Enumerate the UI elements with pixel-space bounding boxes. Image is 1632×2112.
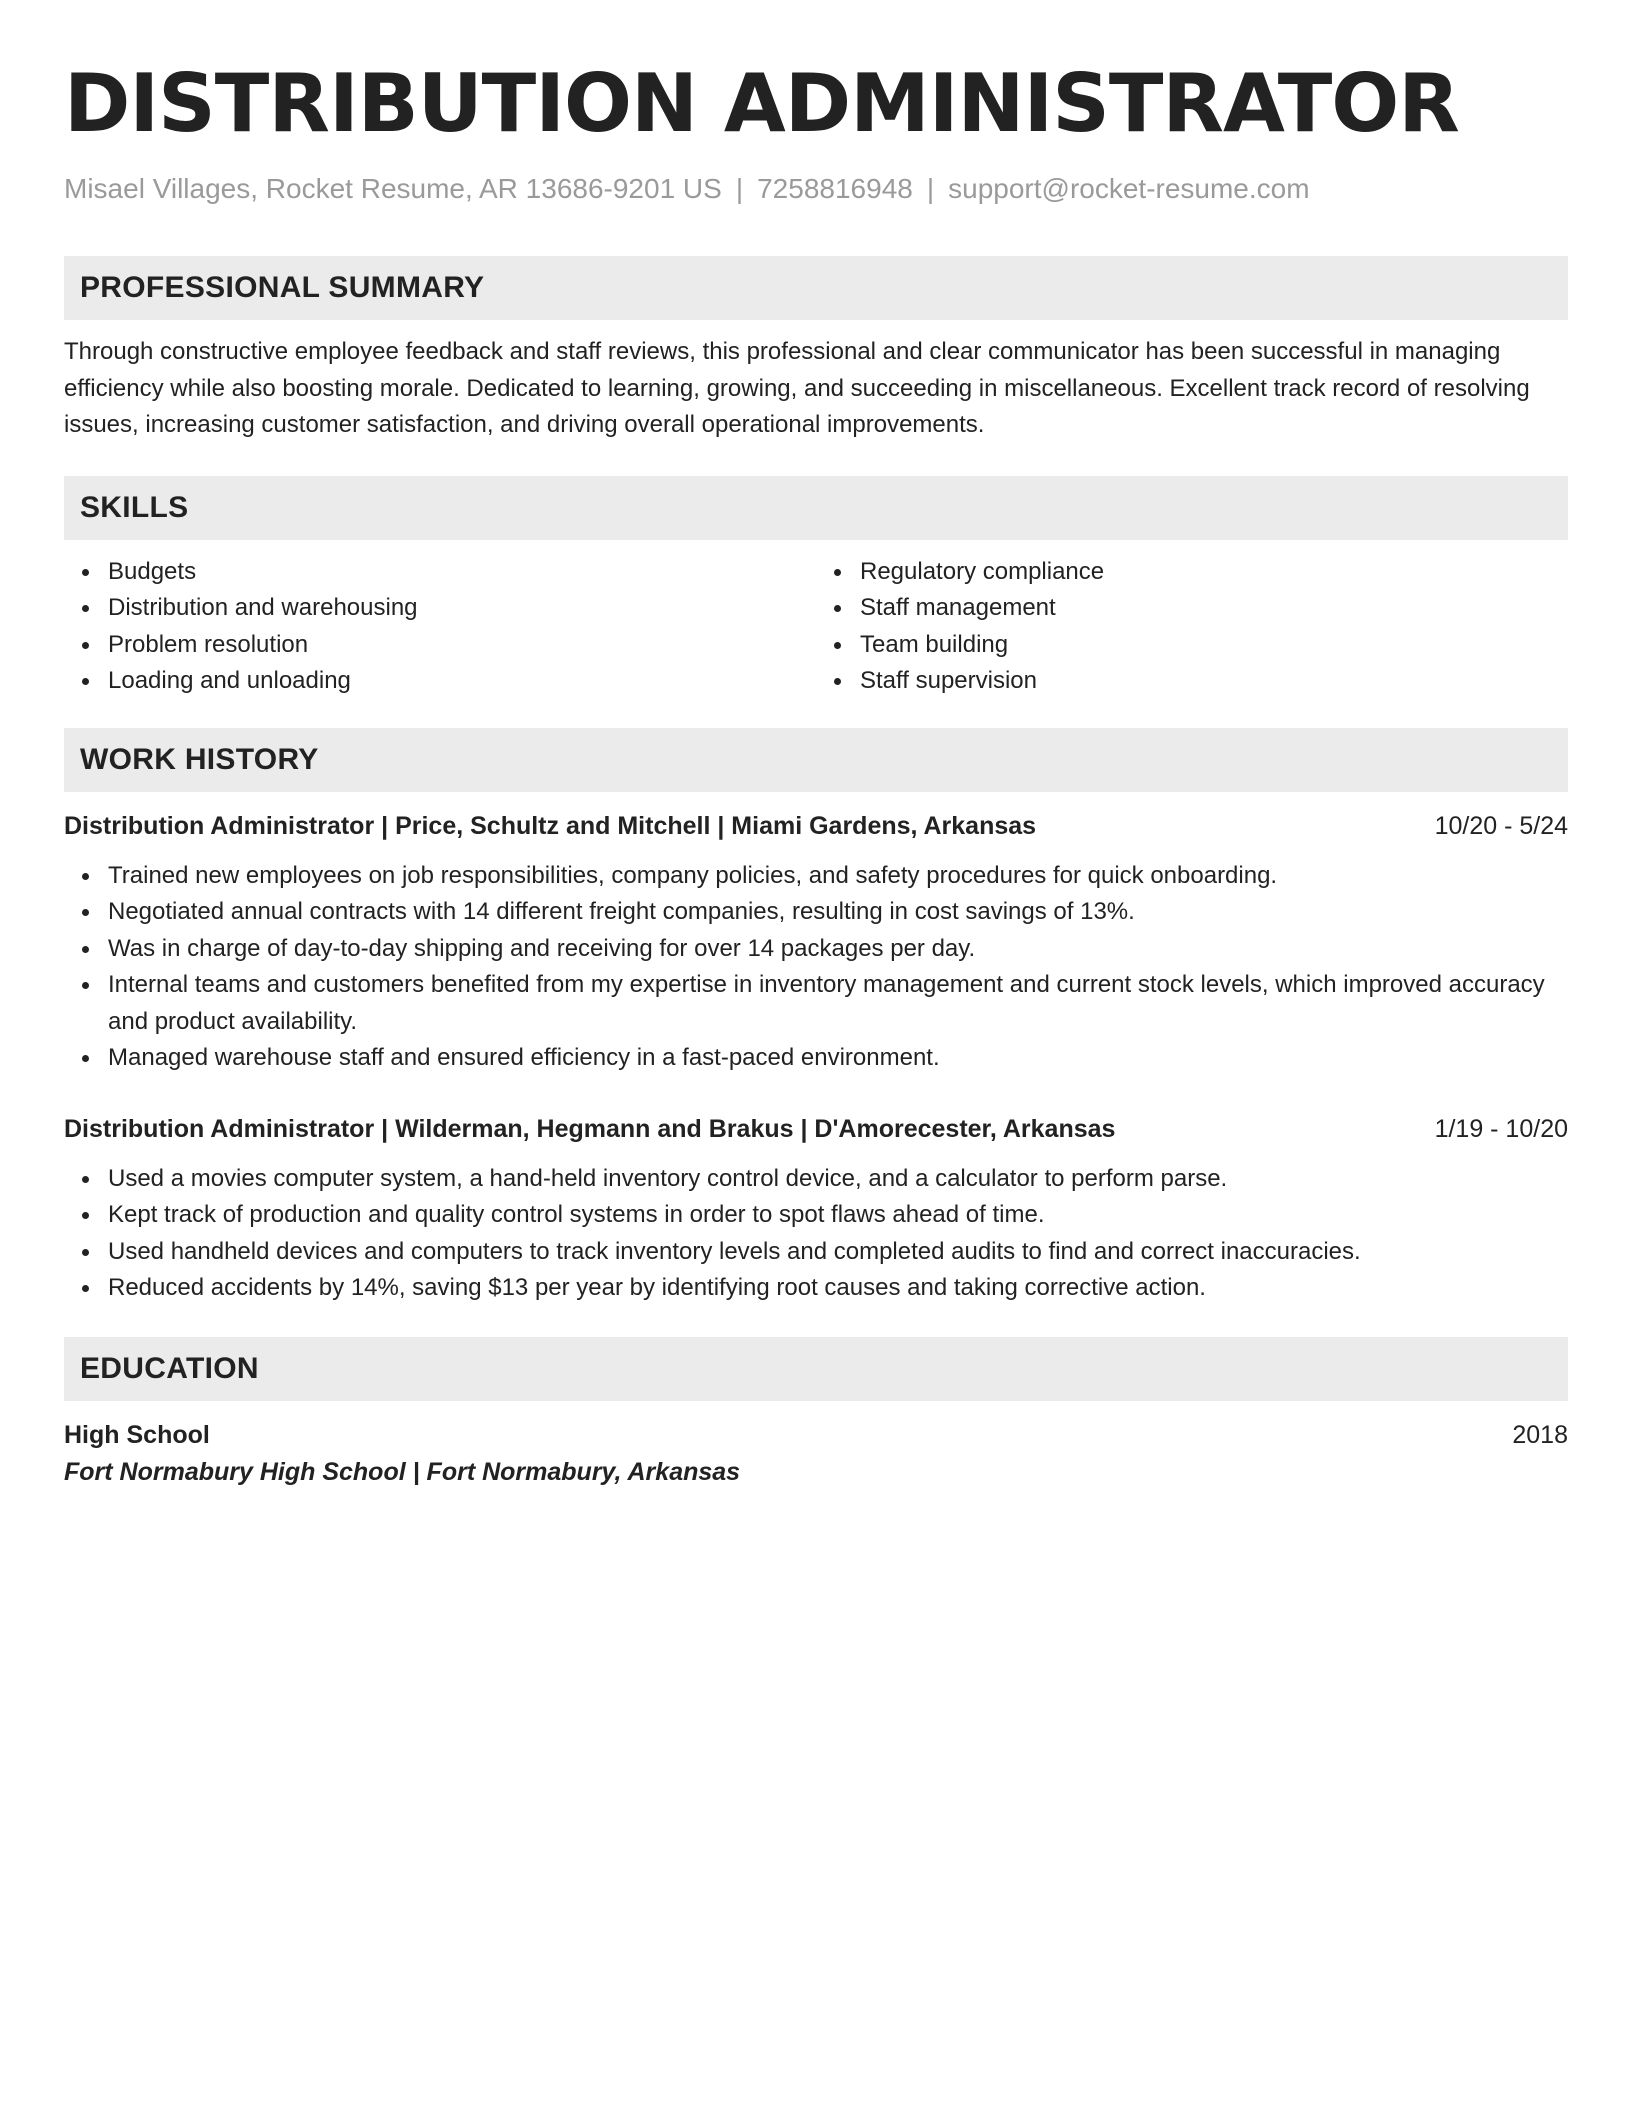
job-header (64, 1111, 1568, 1147)
skill-item: Loading and unloading (108, 663, 816, 700)
job-bullets (64, 858, 1568, 1077)
contact-address: Misael Villages, Rocket Resume, AR 13686-9201 US (64, 173, 722, 204)
job-bullet: Internal teams and customers benefited from my expertise in inventory management and current stock levels, which improved accuracy and product availability. (108, 967, 1568, 1040)
job-entry (64, 1111, 1568, 1307)
skill-item: Problem resolution (108, 627, 816, 664)
skill-item: Distribution and warehousing (108, 590, 816, 627)
section-header-education: EDUCATION (64, 1337, 1568, 1401)
candidate-name: DISTRIBUTION ADMINISTRATOR (64, 57, 1459, 150)
job-bullet: Kept track of production and quality control systems in order to spot flaws ahead of time. (108, 1197, 1568, 1234)
job-entry (64, 808, 1568, 1077)
skills-list (64, 554, 1568, 700)
job-title: Distribution Administrator | Price, Schultz and Mitchell | Miami Gardens, Arkansas (64, 811, 1037, 840)
education-degree: High School (64, 1420, 210, 1449)
job-bullet: Managed warehouse staff and ensured efficiency in a fast-paced environment. (108, 1040, 1568, 1077)
skill-item: Staff management (860, 590, 1568, 627)
job-bullet: Was in charge of day-to-day shipping and receiving for over 14 packages per day. (108, 931, 1568, 968)
skills-column-left (64, 554, 816, 700)
job-title: Distribution Administrator | Wilderman, Hegmann and Brakus | D'Amorecester, Arkansas (64, 1114, 1116, 1143)
education-school: Fort Normabury High School | Fort Normabury, Arkansas (64, 1457, 741, 1486)
contact-line (64, 172, 1568, 206)
skills-column-right (816, 554, 1568, 700)
contact-phone: 7258816948 (757, 173, 913, 204)
summary-text: Through constructive employee feedback and staff reviews, this professional and clear communicator has been successful in managing efficiency while also boosting morale. Dedicated to learning, growing, and succeeding in miscellaneous. Excellent track record of resolving issues, increasing customer satisfaction, and driving overall operational improvements. (64, 338, 1530, 438)
job-bullet: Trained new employees on job responsibilities, company policies, and safety procedures for quick onboarding. (108, 858, 1568, 895)
job-dates: 10/20 - 5/24 (1434, 811, 1568, 840)
job-dates: 1/19 - 10/20 (1434, 1114, 1568, 1143)
skill-item: Budgets (108, 554, 816, 591)
section-header-summary: PROFESSIONAL SUMMARY (64, 256, 1568, 320)
section-header-work-history: WORK HISTORY (64, 728, 1568, 792)
contact-separator: | (926, 173, 935, 204)
job-bullet: Used a movies computer system, a hand-held inventory control device, and a calculator to perform parse. (108, 1161, 1568, 1198)
job-bullet: Used handheld devices and computers to track inventory levels and completed audits to find and correct inaccuracies. (108, 1234, 1568, 1271)
education-year: 2018 (1512, 1420, 1568, 1449)
job-bullet: Negotiated annual contracts with 14 different freight companies, resulting in cost savings of 13%. (108, 894, 1568, 931)
education-entry (64, 1417, 1568, 1491)
contact-separator: | (735, 173, 744, 204)
skill-item: Regulatory compliance (860, 554, 1568, 591)
skill-item: Staff supervision (860, 663, 1568, 700)
job-bullets (64, 1161, 1568, 1307)
job-bullet: Reduced accidents by 14%, saving $13 per year by identifying root causes and taking corrective action. (108, 1270, 1568, 1307)
skill-item: Team building (860, 627, 1568, 664)
section-header-skills: SKILLS (64, 476, 1568, 540)
job-header (64, 808, 1568, 844)
contact-email: support@rocket-resume.com (948, 173, 1310, 204)
education-header (64, 1417, 1568, 1453)
